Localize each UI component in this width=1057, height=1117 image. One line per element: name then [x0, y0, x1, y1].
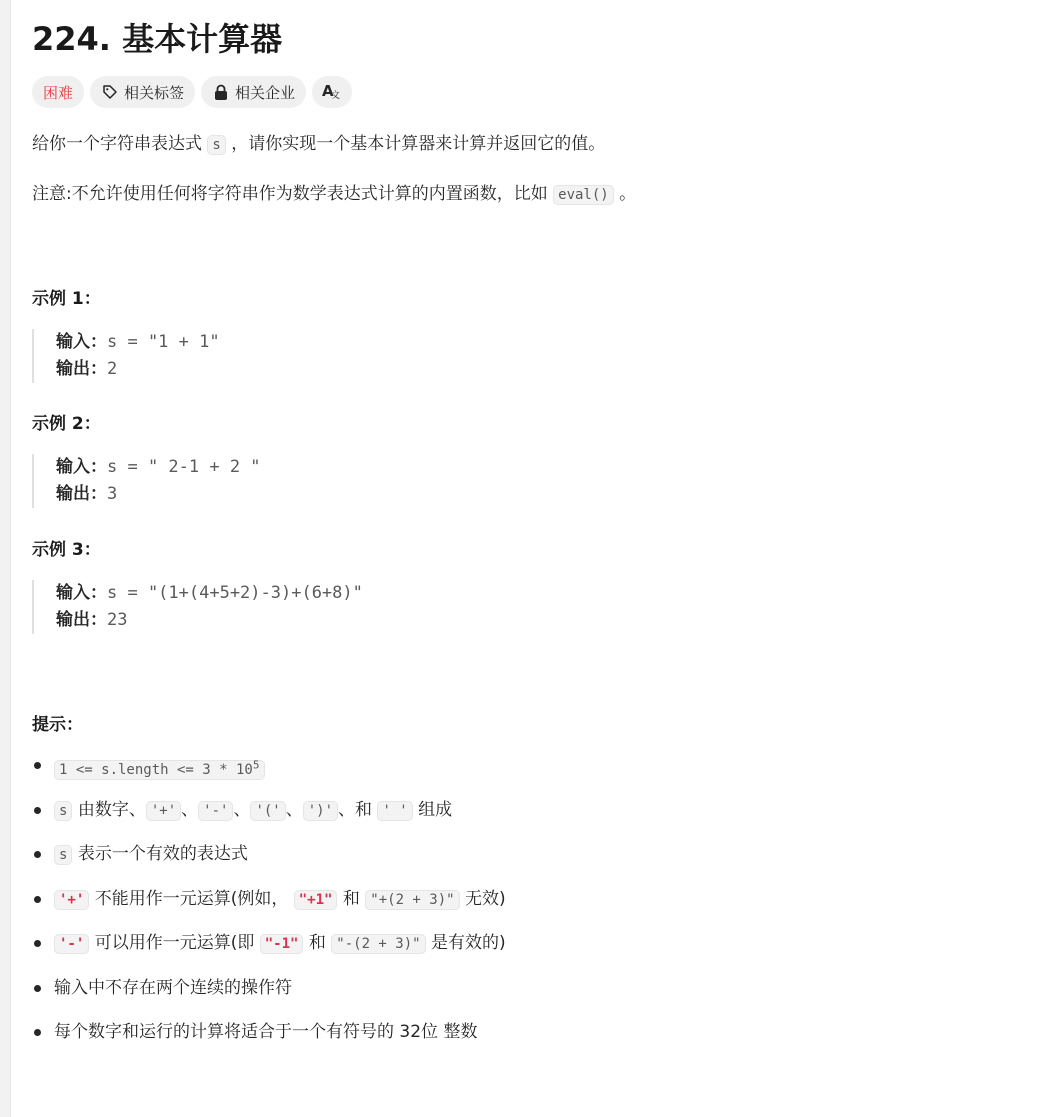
- translate-button[interactable]: [312, 76, 352, 108]
- constraint-item: '+' 不能用作一元运算(例如， "+1" 和 "+(2 + 3)" 无效): [32, 886, 506, 931]
- description-paragraph-1: 给你一个字符串表达式 s ，请你实现一个基本计算器来计算并返回它的值。: [32, 134, 606, 154]
- example-3-block: 输入：s = "(1+(4+5+2)-3)+(6+8)" 输出：23: [32, 580, 363, 634]
- related-tags-button[interactable]: [90, 76, 195, 108]
- problem-tags: [32, 76, 352, 108]
- related-companies-button[interactable]: [201, 76, 306, 108]
- constraint-item: '-' 可以用作一元运算(即 "-1" 和 "-(2 + 3)" 是有效的): [32, 930, 506, 975]
- constraint-item: s 由数字、 '+' 、 '-' 、 '(' 、 ')' 、和 ' ' 组成: [32, 797, 506, 842]
- translate-icon: A 文: [322, 82, 341, 101]
- constraint-item: 输入中不存在两个连续的操作符: [32, 975, 506, 1020]
- inline-code: s: [207, 135, 225, 155]
- left-panel-edge: [0, 0, 11, 1117]
- example-input: s = "(1+(4+5+2)-3)+(6+8)": [107, 583, 363, 603]
- problem-title[interactable]: 224. 基本计算器: [32, 20, 283, 58]
- constraint-item: 1 <= s.length <= $3 * 10^5$: [32, 752, 506, 797]
- constraint-item: 每个数字和运行的计算将适合于一个有符号的 32位 整数: [32, 1019, 506, 1064]
- example-2-block: 输入：s = " 2-1 + 2 " 输出：3: [32, 454, 261, 508]
- example-output: 2: [107, 359, 118, 379]
- constraints-list: [32, 752, 506, 1064]
- example-2-heading: 示例 2：: [32, 414, 101, 434]
- description-paragraph-2: 注意:不允许使用任何将字符串作为数学表达式计算的内置函数，比如 eval() 。: [32, 184, 637, 204]
- lock-icon: [212, 83, 230, 101]
- inline-code: eval(): [553, 185, 614, 205]
- example-3-heading: 示例 3：: [32, 540, 101, 560]
- constraint-item: s 表示一个有效的表达式: [32, 841, 506, 886]
- hints-heading: 提示：: [32, 715, 83, 735]
- related-companies-label: 相关企业: [235, 83, 296, 102]
- tag-icon: [101, 83, 119, 101]
- example-output: 3: [107, 484, 118, 504]
- example-1-heading: 示例 1：: [32, 289, 101, 309]
- example-input: s = " 2-1 + 2 ": [107, 457, 261, 477]
- example-1-block: 输入：s = "1 + 1" 输出：2: [32, 329, 220, 383]
- related-tags-label: 相关标签: [124, 83, 185, 102]
- example-output: 23: [107, 610, 128, 630]
- difficulty-badge[interactable]: 困难: [32, 76, 84, 108]
- example-input: s = "1 + 1": [107, 332, 220, 352]
